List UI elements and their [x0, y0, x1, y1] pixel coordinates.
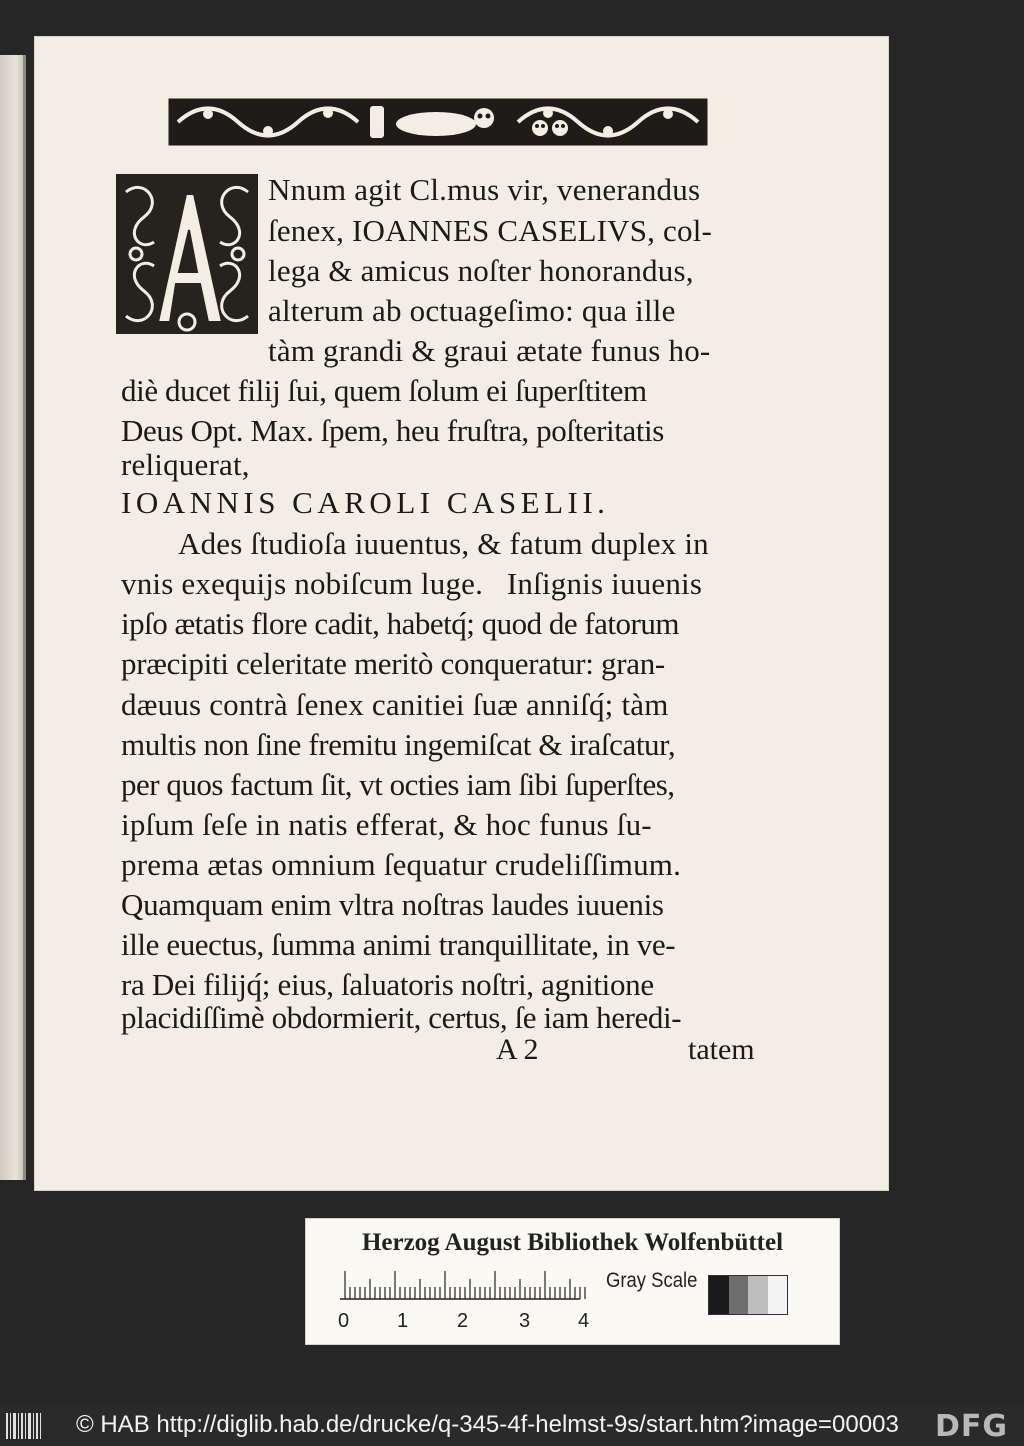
text-line: tàm grandi & graui ætate funus ho-	[268, 333, 711, 368]
gray-swatch	[729, 1276, 749, 1314]
text-line: diè ducet filij ſui, quem ſolum ei ſuperſtitem	[121, 373, 647, 408]
gray-scale-label: Gray Scale	[606, 1269, 698, 1292]
text-line: placidiſſimè obdormierit, certus, ſe iam heredi-	[121, 1000, 682, 1035]
gray-swatch	[748, 1276, 768, 1314]
gray-scale-card	[305, 1218, 840, 1345]
text-line: ipſo ætatis flore cadit, habetq́; quod de fatorum	[121, 606, 679, 641]
gray-swatches	[708, 1275, 788, 1315]
ruler-number: 4	[578, 1310, 590, 1332]
ruler-number: 2	[457, 1310, 469, 1332]
ruler-number: 0	[338, 1310, 350, 1332]
text-line: ſenex, IOANNES CASELIVS, col-	[268, 213, 713, 248]
ornament-headpiece	[168, 98, 708, 146]
text-line: dæuus contrà ſenex canitiei ſuæ anniſq́; tàm	[121, 687, 669, 722]
copyright-url[interactable]: © HAB http://diglib.hab.de/drucke/q-345-4f-helmst-9s/start.htm?image=00003	[76, 1411, 899, 1438]
barcode-icon	[6, 1411, 44, 1441]
text-line: reliquerat,	[121, 447, 250, 482]
dfg-logo: DFG	[935, 1409, 1009, 1444]
text-line: lega & amicus noſter honorandus,	[268, 253, 694, 288]
dropcap-ornament	[114, 172, 260, 336]
catchword: tatem	[688, 1033, 755, 1066]
text-line: multis non ſine fremitu ingemiſcat & iraſcatur,	[121, 727, 676, 762]
signature-mark: A 2	[496, 1033, 539, 1066]
adjacent-page-edge	[0, 55, 26, 1180]
text-line: alterum ab octuageſimo: qua ille	[268, 293, 676, 328]
ruler-number: 1	[397, 1310, 409, 1332]
text-line: per quos factum ſit, vt octies iam ſibi ſuperſtes,	[121, 767, 675, 802]
text-line: Quamquam enim vltra noſtras laudes iuuenis	[121, 887, 664, 922]
ruler-number: 3	[519, 1310, 531, 1332]
gray-swatch	[768, 1276, 788, 1314]
section-heading: IOANNIS CAROLI CASELII.	[121, 485, 610, 520]
text-line: Nnum agit Cl.mus vir, venerandus	[268, 172, 701, 207]
library-title: Herzog August Bibliothek Wolfenbüttel	[361, 1229, 784, 1256]
footer-bar	[0, 1405, 1024, 1446]
text-line: Ades ſtudioſa iuuentus, & fatum duplex in	[178, 526, 709, 561]
gray-swatch	[709, 1276, 729, 1314]
text-line: ille euectus, ſumma animi tranquillitate, in ve-	[121, 927, 676, 962]
text-line: præcipiti celeritate meritò conqueratur: gran-	[121, 646, 665, 681]
text-line: ipſum ſeſe in natis efferat, & hoc funus ſu-	[121, 807, 652, 842]
text-line: prema ætas omnium ſequatur crudeliſſimum.	[121, 847, 682, 882]
ruler-scale	[340, 1269, 610, 1303]
text-line: vnis exequijs nobiſcum luge. Inſignis iuuenis	[121, 566, 703, 601]
text-line: Deus Opt. Max. ſpem, heu fruſtra, poſteritatis	[121, 413, 664, 448]
text-line: ra Dei filijq́; eius, ſaluatoris noſtri, agnitione	[121, 967, 654, 1002]
